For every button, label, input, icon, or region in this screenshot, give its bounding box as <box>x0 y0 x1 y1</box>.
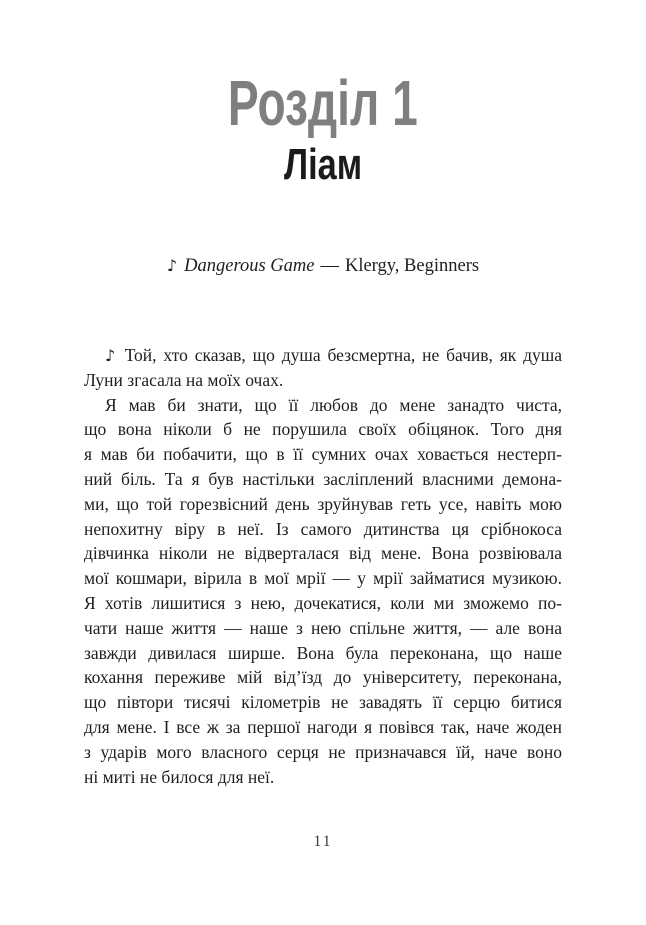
text-line: мої кошмари, вірила в мої мрії — у мрії займатися музикою. <box>84 568 562 589</box>
chapter-name <box>0 140 646 189</box>
epigraph-separator: — <box>320 256 339 276</box>
music-note-icon: ♪ <box>166 256 178 275</box>
text-line: я мав би побачити, що в її сумних очах ховається нестерп- <box>84 444 562 465</box>
epigraph <box>0 253 646 278</box>
text-line: Луни згасала на моїх очах. <box>84 369 284 390</box>
text-line: дівчинка ніколи не відверталася від мене. Вона розвіювала <box>84 543 562 564</box>
text-line: ні миті не билося для неї. <box>84 766 275 787</box>
paragraph <box>84 393 562 790</box>
text-line: завжди дивилася ширше. Вона була переконана, що наше <box>84 642 562 663</box>
text-line: ний біль. Та я був настільки засліплений власними демона- <box>84 468 562 489</box>
epigraph-song-title: Dangerous Game <box>184 256 315 276</box>
text-line: ♪ Той, хто сказав, що душа безсмертна, не бачив, як душа <box>105 345 563 365</box>
page-number: 11 <box>313 833 333 850</box>
text-line: непохитну віру в неї. Із самого дитинства ця срібнокоса <box>84 518 562 539</box>
paragraph <box>84 343 562 393</box>
chapter-title <box>0 0 646 139</box>
text-line: Я мав би знати, що її любов до мене занадто чиста, <box>105 394 562 415</box>
chapter-title-text: Розділ 1 <box>228 67 418 139</box>
text-line: ми, що той горезвісний день зруйнував геть усе, навіть мою <box>84 493 562 514</box>
epigraph-artist: Klergy, Beginners <box>344 256 480 276</box>
text-line: що вона ніколи б не порушила своїх обіцянок. Того дня <box>84 419 562 440</box>
chapter-name-text: Ліам <box>283 140 363 189</box>
text-line: Я хотів лишитися з нею, дочекатися, коли ми зможемо по- <box>84 592 562 613</box>
text-line: кохання переживе мій від’їзд до університету, переконана, <box>84 667 562 688</box>
text-line: для мене. І все ж за першої нагоди я повівся так, наче жоден <box>84 716 562 737</box>
text-line: чати наше життя — наше з нею спільне життя, — але вона <box>84 617 562 638</box>
text-line: з ударів мого власного серця не призначався їй, наче воно <box>84 741 562 762</box>
music-note-icon: ♪ <box>105 346 118 365</box>
body-text <box>84 343 562 789</box>
text-line: що півтори тисячі кілометрів не завадять її серцю битися <box>84 692 562 713</box>
